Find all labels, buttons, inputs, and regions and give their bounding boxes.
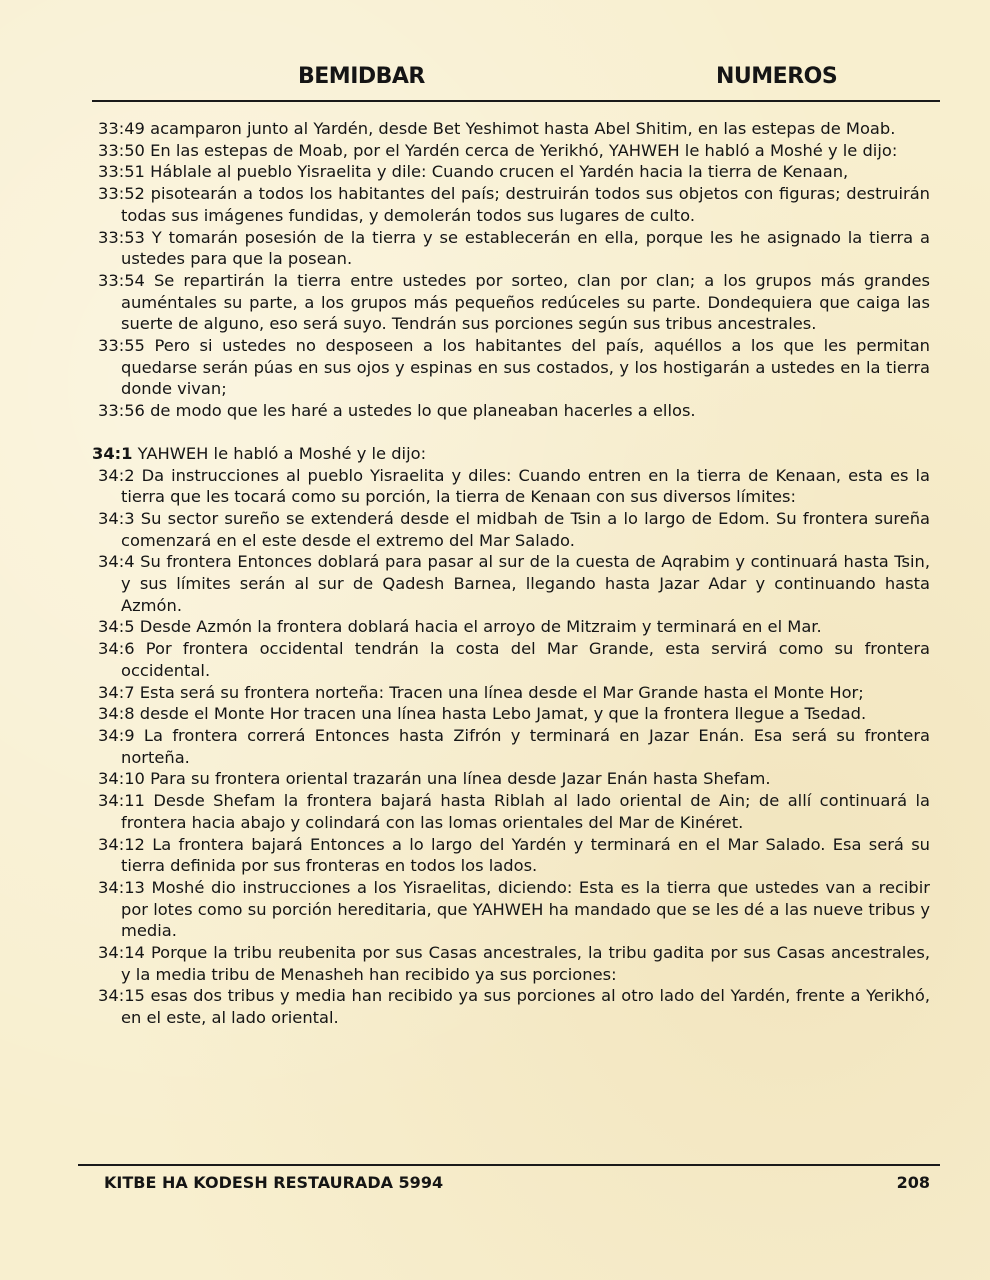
verse: 34:13 Moshé dio instrucciones a los Yisraelitas, diciendo: Esta es la tierra que ustedes van a recibir por lotes como su porción hereditaria, que YAHWEH ha mandado que se les dé a las nueve tribus y media.: [98, 877, 930, 941]
verse: 33:53 Y tomarán posesión de la tierra y se establecerán en ella, porque les he asignado la tierra a ustedes para que la posean.: [98, 227, 930, 269]
footer-title: KITBE HA KODESH RESTAURADA 5994: [104, 1173, 444, 1192]
verse: 34:7 Esta será su frontera norteña: Tracen una línea desde el Mar Grande hasta el Monte Hor;: [98, 682, 864, 702]
verse: 33:49 acamparon junto al Yardén, desde Bet Yeshimot hasta Abel Shitim, en las estepas de Moab.: [98, 119, 896, 138]
verse: 34:6 Por frontera occidental tendrán la costa del Mar Grande, esta servirá como su frontera occidental.: [98, 639, 930, 680]
verse: 33:51 Háblale al pueblo Yisraelita y dile: Cuando crucen el Yardén hacia la tierra de Kenaan,: [98, 162, 849, 182]
verse: 33:54 Se repartirán la tierra entre ustedes por sorteo, clan por clan; a los grupos más grandes auméntales su parte, a los grupos más pequeños redúceles su parte. Dondequiera que caiga las suerte de alguno, eso será suyo. Tendrán sus porciones según sus tribus ancestrales.: [98, 270, 930, 334]
verse: 34:10 Para su frontera oriental trazarán una línea desde Jazar Enán hasta Shefam.: [98, 769, 771, 789]
chapter-ref: 34:1: [92, 443, 133, 463]
verse: 34:4 Su frontera Entonces doblará para pasar al sur de la cuesta de Aqrabim y continuará hasta Tsin, y sus límites serán al sur de Qadesh Barnea, llegando hasta Jazar Adar y continuando hasta Azmón.: [98, 552, 930, 615]
header-book-spanish: NUMEROS: [716, 64, 838, 89]
chapter-first-verse-text: YAHWEH le habló a Moshé y le dijo:: [132, 443, 427, 463]
scripture-body: [92, 118, 930, 1029]
verse: 34:3 Su sector sureño se extenderá desde el midbah de Tsin a lo largo de Edom. Su frontera sureña comenzará en el este desde el extremo del Mar Salado.: [98, 508, 930, 550]
verse: 33:50 En las estepas de Moab, por el Yardén cerca de Yerikhó, YAHWEH le habló a Moshé y le dijo:: [98, 140, 898, 160]
verse: 33:56 de modo que les haré a ustedes lo que planeaban hacerles a ellos.: [98, 401, 696, 421]
verse: 34:8 desde el Monte Hor tracen una línea hasta Lebo Jamat, y que la frontera llegue a Tsedad.: [98, 704, 867, 724]
verse: 33:52 pisotearán a todos los habitantes del país; destruirán todos sus objetos con figuras; destruirán todas sus imágenes fundidas, y demolerán todos sus lugares de culto.: [98, 184, 930, 225]
verse: 34:5 Desde Azmón la frontera doblará hacia el arroyo de Mitzraim y terminará en el Mar.: [98, 617, 822, 637]
verse: 34:12 La frontera bajará Entonces a lo largo del Yardén y terminará en el Mar Salado. Esa será su tierra definida por sus fronteras en todos los lados.: [98, 834, 930, 876]
chapter-start: [92, 443, 930, 465]
verse: 34:11 Desde Shefam la frontera bajará hasta Riblah al lado oriental de Ain; de allí continuará la frontera hacia abajo y colindará con las lomas orientales del Mar de Kinéret.: [98, 791, 930, 832]
verse: 33:55 Pero si ustedes no desposeen a los habitantes del país, aquéllos a los que les permitan quedarse serán púas en sus ojos y espinas en sus costados, y los hostigarán a ustedes en la tierra donde vivan;: [98, 336, 930, 399]
verse: 34:14 Porque la tribu reubenita por sus Casas ancestrales, la tribu gadita por sus Casas ancestrales, y la media tribu de Menasheh han recibido ya sus porciones:: [98, 943, 930, 984]
header-book-hebrew: BEMIDBAR: [298, 64, 425, 89]
page-footer: [78, 1164, 940, 1196]
verse: 34:2 Da instrucciones al pueblo Yisraelita y diles: Cuando entren en la tierra de Kenaan, esta es la tierra que les tocará como su porción, la tierra de Kenaan con sus diversos límites:: [98, 465, 930, 507]
page-header: [92, 62, 940, 102]
verse: 34:9 La frontera correrá Entonces hasta Zifrón y terminará en Jazar Enán. Esa será su frontera norteña.: [98, 725, 930, 767]
verse: 34:15 esas dos tribus y media han recibido ya sus porciones al otro lado del Yardén, frente a Yerikhó, en el este, al lado oriental.: [98, 986, 930, 1028]
page-number: 208: [896, 1173, 930, 1192]
